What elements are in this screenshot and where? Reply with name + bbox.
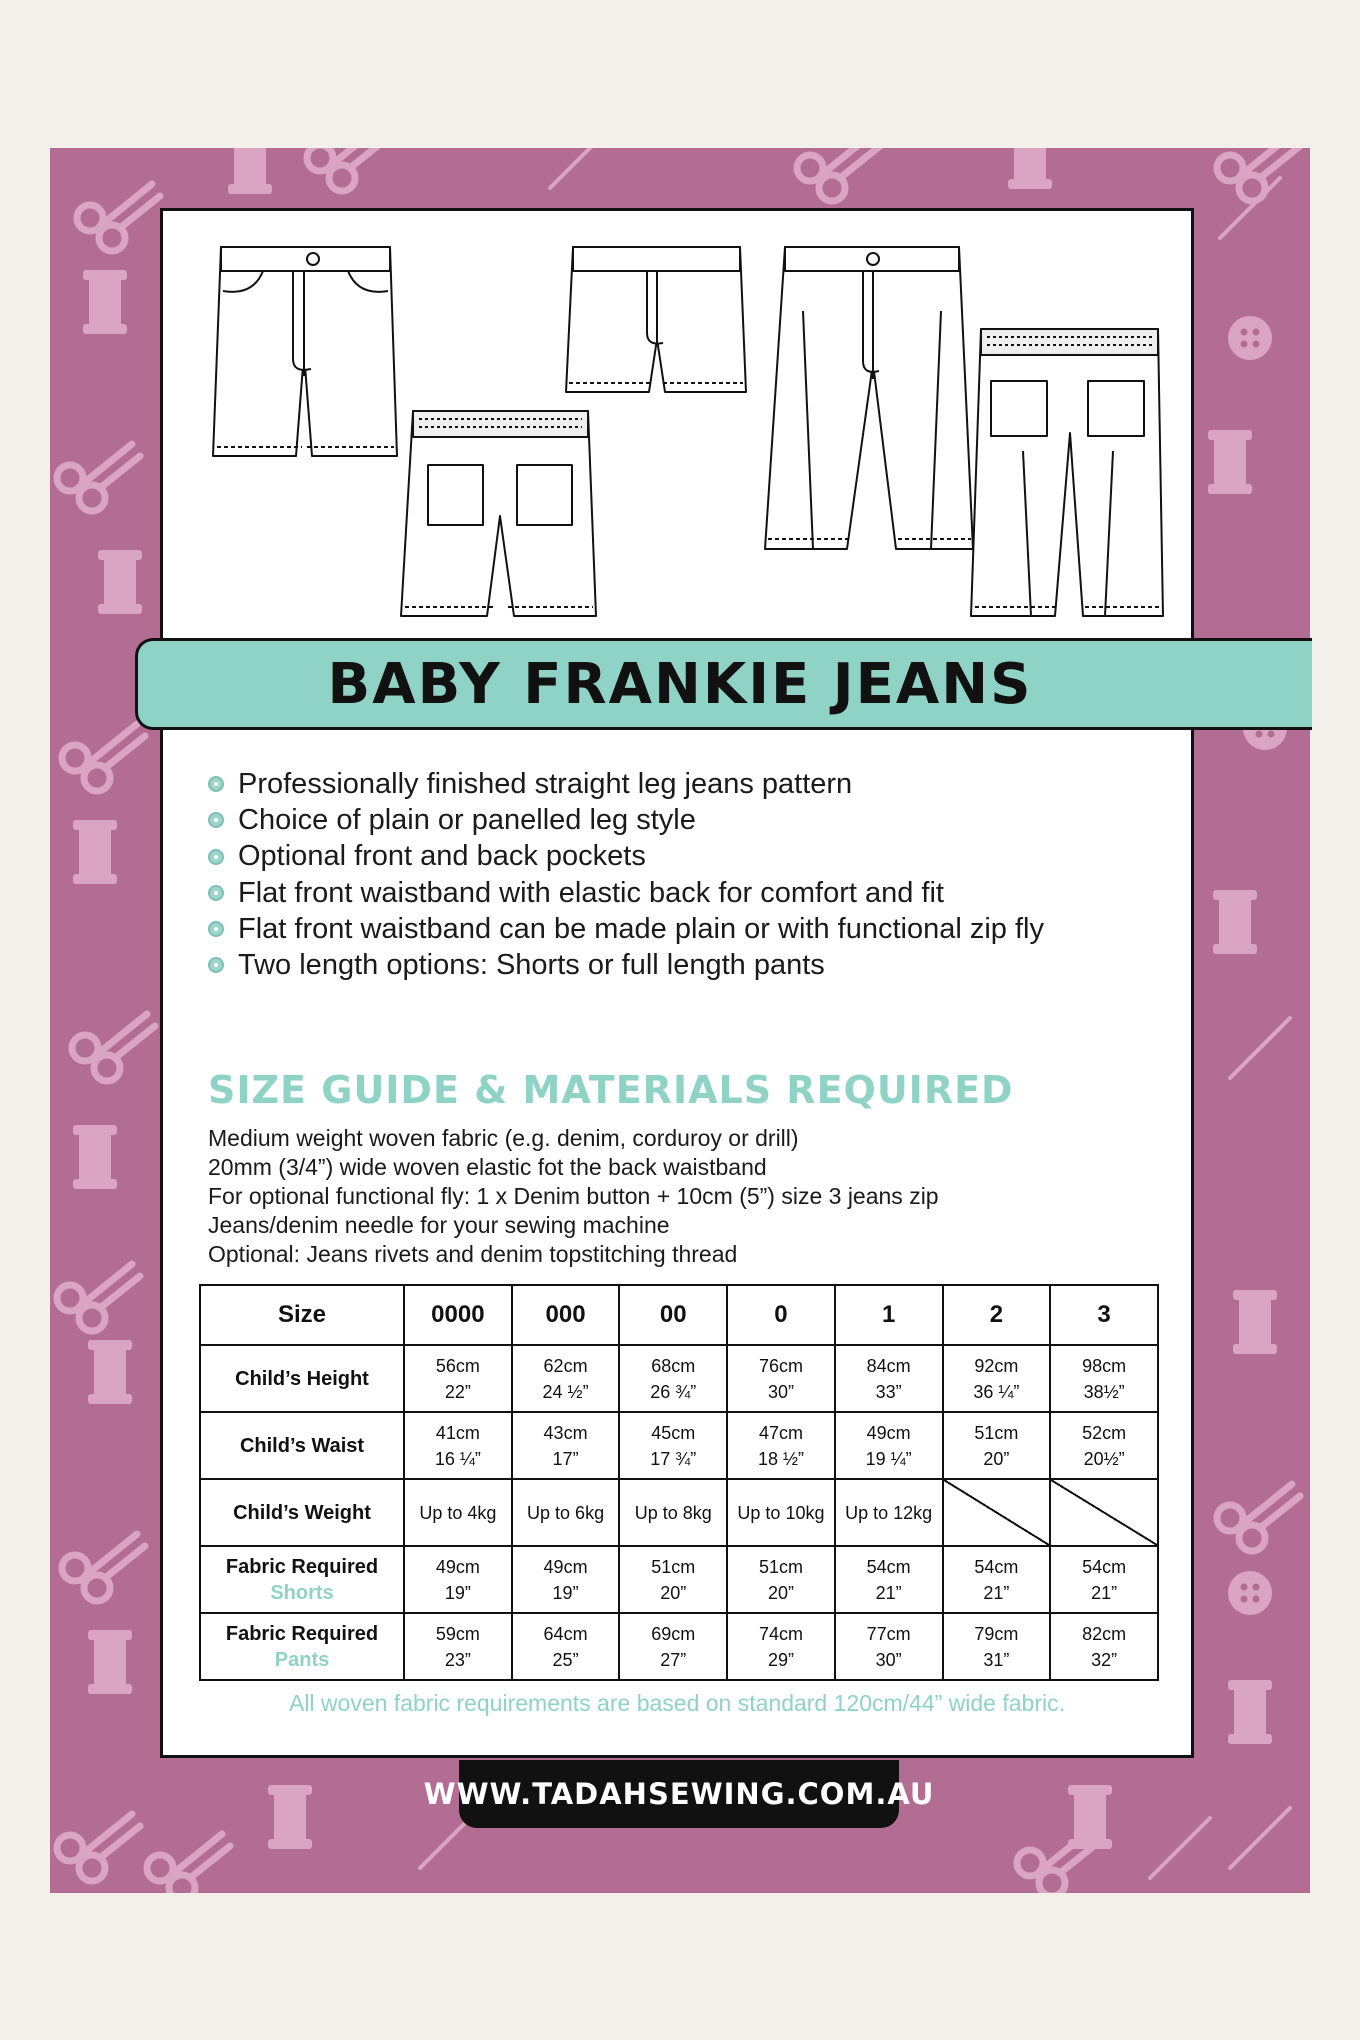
right-column-icons [1208,148,1300,1868]
header-cell: 00 [619,1285,727,1345]
table-cell: 54cm 21” [835,1546,943,1613]
materials-list [208,1124,939,1269]
garment-technical-drawings [163,211,1197,641]
empty-diagonal-cell [943,1479,1051,1546]
button-bullet-icon [208,957,224,973]
empty-diagonal-cell [1050,1479,1158,1546]
table-cell: 76cm 30” [727,1345,835,1412]
table-cell: 47cm 18 ½” [727,1412,835,1479]
table-cell: 74cm 29” [727,1613,835,1680]
table-cell: 59cm 23” [404,1613,512,1680]
table-cell: 49cm 19” [404,1546,512,1613]
header-cell: 000 [512,1285,620,1345]
table-cell: 92cm 36 ¼” [943,1345,1051,1412]
feature-item: Flat front waistband can be made plain or with functional zip fly [208,911,1044,947]
table-cell: 49cm 19 ¼” [835,1412,943,1479]
row-label: Child’s Weight [200,1479,404,1546]
table-cell: 69cm 27” [619,1613,727,1680]
feature-list [208,766,1044,983]
short-shorts-drawing [566,247,746,392]
shorts-fabric-row [200,1546,1158,1613]
website-tab[interactable] [423,1760,935,1828]
table-cell: 54cm 21” [943,1546,1051,1613]
table-cell: 51cm 20” [943,1412,1051,1479]
table-cell: 52cm 20½” [1050,1412,1158,1479]
table-cell: 49cm 19” [512,1546,620,1613]
button-bullet-icon [208,812,224,828]
table-cell: 84cm 33” [835,1345,943,1412]
pants-fabric-row [200,1613,1158,1680]
feature-item: Two length options: Shorts or full length pants [208,947,1044,983]
header-cell: 2 [943,1285,1051,1345]
table-cell: 54cm 21” [1050,1546,1158,1613]
table-cell: Up to 4kg [404,1479,512,1546]
table-cell: 79cm 31” [943,1613,1051,1680]
table-cell: 68cm 26 ¾” [619,1345,727,1412]
pattern-title: BABY FRANKIE JEANS [327,651,1033,717]
front-shorts-drawing [213,247,397,456]
material-line: 20mm (3/4”) wide woven elastic fot the back waistband [208,1154,767,1180]
table-cell: 64cm 25” [512,1613,620,1680]
top-row-icons [228,148,1052,201]
feature-item: Choice of plain or panelled leg style [208,802,1044,838]
size-table [199,1284,1159,1681]
row-label: Child’s Waist [200,1412,404,1479]
table-cell: 77cm 30” [835,1613,943,1680]
table-cell: Up to 6kg [512,1479,620,1546]
front-pants-drawing [765,247,973,549]
size-header-row [200,1285,1158,1345]
button-bullet-icon [208,921,224,937]
table-cell: 43cm 17” [512,1412,620,1479]
row-label: Child’s Height [200,1345,404,1412]
table-cell: Up to 10kg [727,1479,835,1546]
header-cell: 0 [727,1285,835,1345]
button-bullet-icon [208,849,224,865]
table-cell: 45cm 17 ¾” [619,1412,727,1479]
table-cell: 62cm 24 ½” [512,1345,620,1412]
table-cell: 82cm 32” [1050,1613,1158,1680]
material-line: For optional functional fly: 1 x Denim button + 10cm (5”) size 3 jeans zip [208,1183,939,1209]
left-column-icons [57,184,160,1881]
weight-row [200,1479,1158,1546]
button-bullet-icon [208,885,224,901]
back-pants-drawing [971,329,1163,616]
material-line: Optional: Jeans rivets and denim topstitching thread [208,1241,738,1267]
waist-row [200,1412,1158,1479]
button-bullet-icon [208,776,224,792]
row-label: Fabric Required Shorts [200,1546,404,1613]
website-url[interactable]: WWW.TADAHSEWING.COM.AU [423,1777,935,1811]
header-cell: 1 [835,1285,943,1345]
table-cell: 51cm 20” [727,1546,835,1613]
table-cell: 41cm 16 ¼” [404,1412,512,1479]
header-cell: 0000 [404,1285,512,1345]
table-cell: 51cm 20” [619,1546,727,1613]
title-banner [135,638,1312,730]
row-label: Fabric Required Pants [200,1613,404,1680]
feature-item: Optional front and back pockets [208,838,1044,874]
feature-item: Flat front waistband with elastic back for comfort and fit [208,875,1044,911]
material-line: Medium weight woven fabric (e.g. denim, corduroy or drill) [208,1125,799,1151]
table-cell: 56cm 22” [404,1345,512,1412]
material-line: Jeans/denim needle for your sewing machine [208,1212,670,1238]
table-cell: 98cm 38½” [1050,1345,1158,1412]
header-cell: 3 [1050,1285,1158,1345]
fabric-width-note: All woven fabric requirements are based on standard 120cm/44” wide fabric. [288,1690,1065,1716]
back-shorts-drawing [401,411,596,616]
feature-item: Professionally finished straight leg jeans pattern [208,766,1044,802]
table-cell: Up to 12kg [835,1479,943,1546]
table-cell: Up to 8kg [619,1479,727,1546]
header-cell: Size [200,1285,404,1345]
height-row [200,1345,1158,1412]
size-guide-heading: SIZE GUIDE & MATERIALS REQUIRED [208,1068,1014,1112]
